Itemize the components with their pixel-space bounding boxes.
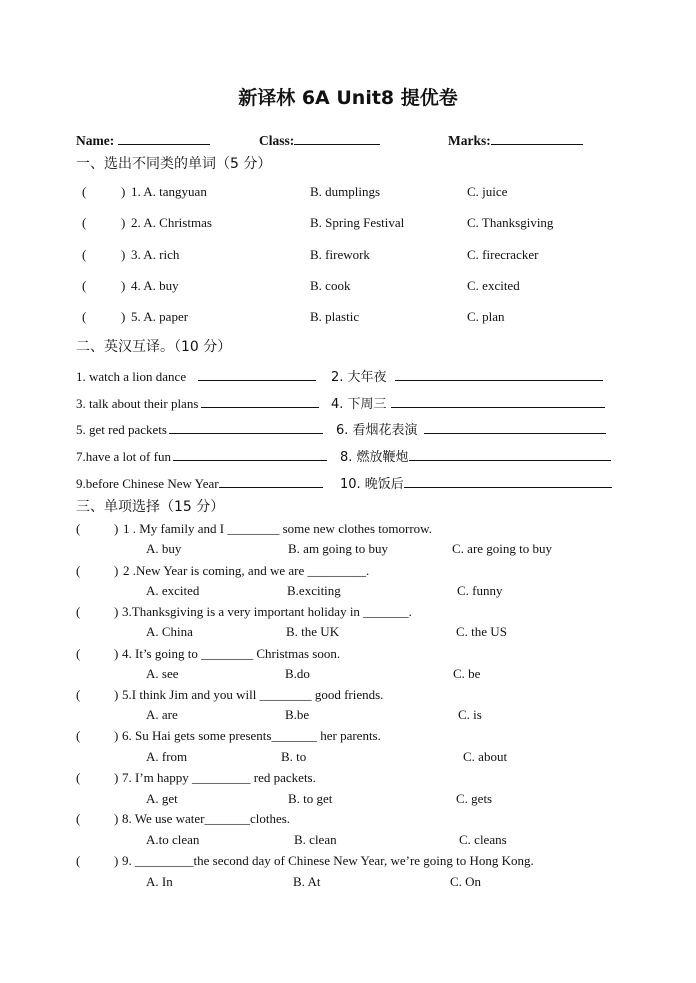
answer-blank[interactable] xyxy=(173,447,327,461)
name-blank[interactable] xyxy=(118,131,210,145)
question-text: 1 . My family and I ________ some new clothes tomorrow. xyxy=(123,521,432,536)
section3-heading: 三、单项选择（15 分） xyxy=(76,499,225,515)
answer-paren-open[interactable]: ( xyxy=(76,853,81,868)
answer-paren-close: ) xyxy=(121,309,126,324)
question-text: 2 .New Year is coming, and we are _________. xyxy=(123,563,370,578)
option-a: 1. A. tangyuan xyxy=(131,184,207,199)
answer-paren-open[interactable]: ( xyxy=(82,215,87,230)
prompt-right: 6. 看烟花表演 xyxy=(336,423,418,438)
prompt-left: 7.have a lot of fun xyxy=(76,449,171,464)
option-b: B. to xyxy=(281,749,307,764)
answer-paren-close: ) xyxy=(114,563,119,578)
prompt-left: 9.before Chinese New Year xyxy=(76,476,219,491)
option-a: 2. A. Christmas xyxy=(131,215,212,230)
question-text: 3.Thanksgiving is a very important holiday in _______. xyxy=(122,604,412,619)
answer-blank[interactable] xyxy=(198,367,316,381)
answer-paren-close: ) xyxy=(114,770,119,785)
option-b: B. am going to buy xyxy=(288,541,389,556)
answer-paren-open[interactable]: ( xyxy=(76,646,81,661)
prompt-left: 3. talk about their plans xyxy=(76,396,199,411)
question-text: 9. _________the second day of Chinese New Year, we’re going to Hong Kong. xyxy=(122,853,534,868)
option-a: 3. A. rich xyxy=(131,247,180,262)
option-c: C. are going to buy xyxy=(452,541,553,556)
translation-row xyxy=(76,394,319,412)
option-b: B. to get xyxy=(288,791,333,806)
option-c: C. juice xyxy=(467,184,508,199)
option-a: A. China xyxy=(146,624,193,639)
answer-paren-close: ) xyxy=(114,811,119,826)
option-b: B.be xyxy=(285,707,310,722)
translation-row xyxy=(76,474,323,492)
question-text: 5.I think Jim and you will ________ good friends. xyxy=(122,687,384,702)
option-b: B. At xyxy=(293,874,321,889)
question-text: 7. I’m happy _________ red packets. xyxy=(122,770,316,785)
option-b: B. cook xyxy=(310,278,351,293)
answer-paren-close: ) xyxy=(114,604,119,619)
answer-blank[interactable] xyxy=(219,474,323,488)
option-c: C. cleans xyxy=(459,832,507,847)
option-c: C. plan xyxy=(467,309,505,324)
prompt-right: 2. 大年夜 xyxy=(331,370,387,385)
option-c: C. the US xyxy=(456,624,507,639)
name-field xyxy=(76,131,210,149)
translation-row xyxy=(76,447,327,465)
option-a: A. buy xyxy=(146,541,182,556)
answer-paren-open[interactable]: ( xyxy=(76,728,81,743)
option-b: B. dumplings xyxy=(310,184,381,199)
answer-blank[interactable] xyxy=(391,394,605,408)
option-a: 4. A. buy xyxy=(131,278,179,293)
answer-paren-open[interactable]: ( xyxy=(82,247,87,262)
class-field xyxy=(259,131,380,149)
answer-paren-open[interactable]: ( xyxy=(76,770,81,785)
option-b: B. firework xyxy=(310,247,370,262)
section2-heading: 二、英汉互译。（10 分） xyxy=(76,339,232,355)
answer-paren-close: ) xyxy=(114,521,119,536)
option-c: C. firecracker xyxy=(467,247,539,262)
option-a: 5. A. paper xyxy=(131,309,189,324)
option-c: C. excited xyxy=(467,278,520,293)
answer-blank[interactable] xyxy=(424,420,606,434)
prompt-left: 5. get red packets xyxy=(76,422,167,437)
option-b: B. the UK xyxy=(286,624,340,639)
translation-row xyxy=(336,420,606,439)
class-blank[interactable] xyxy=(294,131,380,145)
class-label: Class: xyxy=(259,133,295,148)
answer-paren-close: ) xyxy=(114,728,119,743)
prompt-right: 4. 下周三 xyxy=(331,397,387,412)
option-c: C. funny xyxy=(457,583,503,598)
answer-paren-close: ) xyxy=(114,646,119,661)
section1-heading: 一、选出不同类的单词（5 分） xyxy=(76,156,272,172)
option-a: A.to clean xyxy=(146,832,200,847)
answer-blank[interactable] xyxy=(409,447,611,461)
question-text: 4. It’s going to ________ Christmas soon. xyxy=(122,646,341,661)
prompt-right: 10. 晚饭后 xyxy=(340,477,404,492)
answer-paren-open[interactable]: ( xyxy=(76,811,81,826)
answer-paren-open[interactable]: ( xyxy=(82,184,87,199)
answer-blank[interactable] xyxy=(169,420,323,434)
answer-paren-close: ) xyxy=(114,853,119,868)
option-a: A. In xyxy=(146,874,173,889)
translation-row xyxy=(331,394,605,413)
prompt-left: 1. watch a lion dance xyxy=(76,369,187,384)
option-a: A. are xyxy=(146,707,178,722)
prompt-right: 8. 燃放鞭炮 xyxy=(340,450,409,465)
answer-paren-open[interactable]: ( xyxy=(82,309,87,324)
marks-field xyxy=(448,131,583,149)
option-c: C. is xyxy=(458,707,482,722)
option-b: B. clean xyxy=(294,832,337,847)
translation-row xyxy=(76,367,316,385)
option-a: A. from xyxy=(146,749,188,764)
answer-paren-close: ) xyxy=(114,687,119,702)
marks-blank[interactable] xyxy=(491,131,583,145)
option-a: A. get xyxy=(146,791,178,806)
option-b: B.do xyxy=(285,666,310,681)
option-b: B. plastic xyxy=(310,309,360,324)
option-c: C. Thanksgiving xyxy=(467,215,554,230)
answer-paren-open[interactable]: ( xyxy=(82,278,87,293)
answer-paren-close: ) xyxy=(121,184,126,199)
answer-paren-close: ) xyxy=(121,247,126,262)
answer-paren-close: ) xyxy=(121,215,126,230)
translation-row xyxy=(331,367,603,386)
question-text: 6. Su Hai gets some presents_______ her parents. xyxy=(122,728,381,743)
answer-paren-open[interactable]: ( xyxy=(76,687,81,702)
question-text: 8. We use water_______clothes. xyxy=(122,811,291,826)
name-label: Name: xyxy=(76,133,115,148)
answer-blank[interactable] xyxy=(201,394,319,408)
answer-blank[interactable] xyxy=(404,474,612,488)
option-c: C. be xyxy=(453,666,481,681)
option-b: B.exciting xyxy=(287,583,341,598)
option-a: A. excited xyxy=(146,583,200,598)
answer-paren-close: ) xyxy=(121,278,126,293)
translation-row xyxy=(76,420,323,438)
option-c: C. gets xyxy=(456,791,493,806)
answer-paren-open[interactable]: ( xyxy=(76,521,81,536)
marks-label: Marks: xyxy=(448,133,491,148)
translation-row xyxy=(340,447,611,466)
answer-paren-open[interactable]: ( xyxy=(76,604,81,619)
page-title: 新译林 6A Unit8 提优卷 xyxy=(238,87,458,109)
answer-blank[interactable] xyxy=(395,367,603,381)
translation-row xyxy=(340,474,612,493)
answer-paren-open[interactable]: ( xyxy=(76,563,81,578)
option-c: C. On xyxy=(450,874,482,889)
option-a: A. see xyxy=(146,666,179,681)
option-b: B. Spring Festival xyxy=(310,215,405,230)
option-c: C. about xyxy=(463,749,508,764)
